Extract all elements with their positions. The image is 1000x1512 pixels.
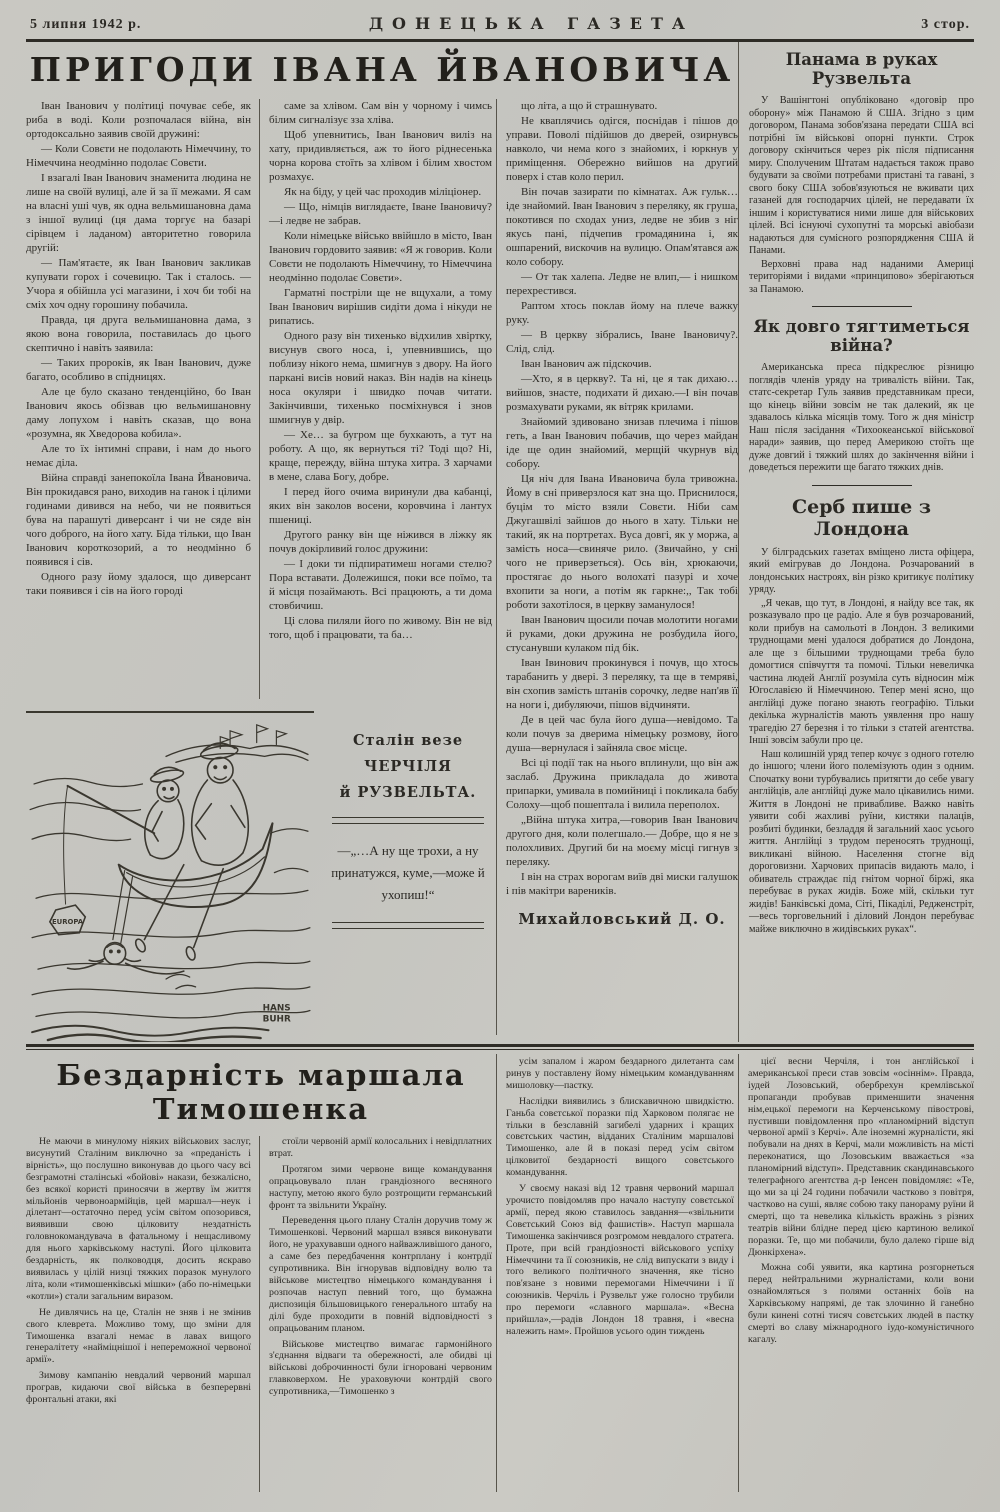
paragraph: —Хто, я в церкву?. Та ні, це я так дихаю… вийшов, знасте, подихати й дихаю.—І він почав розмахувати руками, як вітряк крилами.	[506, 373, 738, 413]
double-rule	[332, 922, 484, 929]
paragraph: Ця ніч для Івана Ивановича була тривожна. Йому в сні приверзлося кат зна що. Приснилося, буцім то місто взяли Совєти. Ніби сам Джугашвілі зайшов до нього в хату. Тільки не такий, як на портретах. Вуса довгі, як у моржа, а замість носа—свиняче рило. (Звичайно, у сні чого не приверзеться). Ось він, хрюкаючи, простягає до нього волохаті пазурі и хоче вхопити за ноги, а потім як гаркне:,, Так тобі роботи захотілося, в церкву заманулося!	[506, 473, 738, 611]
article-panama	[749, 50, 974, 296]
paragraph: Іван Іванович у політиці почуває себе, як риба в воді. Коли розпочалася війна, він ортодоксально заявив своїй дружині:	[26, 100, 251, 140]
paragraph: Правда, ця друга вельмишановна дама, з якою вона говорила, поставилась до цього скептично і навіть заявила:	[26, 314, 251, 354]
article-war-duration	[749, 317, 974, 475]
paragraph: — Пам'ятаєте, як Іван Іванович закликав купувати горох і сочевицю. Так і сталось. — Учора я обійшла усі магазини, і хоч би тобі на сміх хоч одну горошину побачила.	[26, 257, 251, 311]
paragraph: Зимову кампанію невдалий червоний маршал програв, кидаючи свої війська в безперервні фронтальні атаки, які	[26, 1370, 251, 1406]
paragraph: Верховні права над наданими Америці територіями і видами «принципово» зберігаються за Панамою.	[749, 258, 974, 295]
paragraph: У своєму наказі від 12 травня червоний маршал урочисто повідомляв про начало наступу совєтської армії, перед якою ставилось завдання—«звільнити Совєтський Союз від фашистів». Наступ маршала Тимошенка закінчився розгромом невдалого стратега. Проте, при всій грандіозності військового успіху Німеччини та її союзників, не слід випускати з виду і того великого політичного значення, яке тісно пов'язане з новими перемогами Німеччини і її союзників. Черчіль і Рузвельт уже голосно трубили про перемоги «славного маршала». «Весна прийшла»,—радів Лондон 18 травня, і «весна належить нам». Пройшов усього один тиждень	[506, 1183, 734, 1337]
article-separator-rule	[812, 306, 912, 307]
cartoon-caption	[314, 711, 496, 1042]
paragraph: стоїли червоній армії колосальних і невідплатних втрат.	[269, 1136, 492, 1159]
paragraph: Одного разу він тихенько відхилив хвіртку, висунув свого носа, і, упевнившись, що поблизу нікого нема, шмигнув з двору. На його паркані висів новий наказ. Він надів на кінець носа окуляри і швидко почав читати. Закінчивши, тихенько посміхнувся і знов шмигнув у двір.	[269, 330, 492, 426]
paragraph: Він почав зазирати по кімнатах. Аж гульк… іде знайомий. Іван Іванович з переляку, як груша, покотився по сходах униз, ледве не збив з ніг якусь пані, підчепив громадянина і, як ошпарений, вискочив на вулицю. Опам'ятався аж коло собору.	[506, 186, 738, 268]
caption-line-1: Сталін везе	[352, 732, 464, 749]
bottom-article-title: Бездарність маршала Тимошенка	[56, 1058, 466, 1126]
paragraph: Протягом зими червоне вище командування опрацьовувало план грандіозного весняного наступу, метою якого було розтрощити германський фронт та звільнити Україну.	[269, 1163, 492, 1211]
paragraph: Не дивлячись на це, Сталін не зняв і не змінив свого клеврета. Можливо тому, що зміни для Тимошенка взагалі немає в лавах вищого генералітету «найміцнішої і непереможної червоної армії».	[26, 1306, 251, 1366]
paragraph: Іван Івинович прокинувся і почув, що хтось тарабанить у двері. З переляку, та ще в темряві, він схопив замість штанів сорочку, ледве нап'яв її на ноги і, дибуляючи, пішов відчиняти.	[506, 657, 738, 711]
paragraph: — От так халепа. Ледве не влип,— і нишком перехрестився.	[506, 271, 738, 297]
paragraph: Але це було сказано тенденційно, бо Іван Іванович якось обізвав цю вельмишановну даму лопухом і навіть сказав, що вона «розумна, як Хведорова кобила».	[26, 386, 251, 440]
paragraph: Іван Іванович аж підскочив.	[521, 358, 652, 370]
paragraph: Щоб упевнитись, Іван Іванович виліз на хату, придивляється, аж то його ріднесенька чорна корова стоїть за хлівом і білим хвостом розмахує.	[269, 129, 492, 183]
paragraph: Військове мистецтво вимагає гармонійного з'єднання відваги та обережності, але обидві ці військові доброчинності були ігноровані червоним главковерхом. Не ураховуючи контрдій свого супротивника,—Тимошенко з	[269, 1338, 492, 1398]
cartoonist-signature-2: BUHR	[262, 1014, 291, 1025]
article-war-duration-body	[749, 362, 974, 475]
cartoonist-signature-1: HANS	[262, 1003, 291, 1014]
paragraph: Одного разу йому здалося, що диверсант таки появився і сів на його городі	[26, 571, 251, 597]
paragraph: Знайомий здивовано знизав плечима і пішов геть, а Іван Іванович побачив, що через майдан іде ще один знайомий, мерщій чкурнув від собору.	[506, 416, 738, 470]
paragraph: цієї весни Черчіля, і тон англійської і американської преси став зовсім «осіннім». Правда, іудей Лозовський, обербрехун кремлівської пропаганди пробував применшити значення нім,ецької перемоги на Керченському півострові, пустивши повідомлення про «планомірний відступ червоної армії з Керчі». Але іноземні журналісти, які побували на днях в Керчі, мали можливість на місті переконатися, що Лозовським вважається «за планомірний відступ». Представник скандинавського телеграфного агентства д-р Іенсен повідомляє: «Те, що ми за ці 24 години побачили частково з повітря, частково на суші, являє собою таку панораму руїни й смерті, що та невелика кількість вражінь з різних театрів війни блідне перед цією картиною великої поразки. Те, що ми побачили, було далеко гірше від Дюнкірхена».	[748, 1056, 974, 1258]
paragraph: Де в цей час була його душа—невідомо. Та коли почув за дверима німецьку розмову, його душа—вернулася і зайняла своє місце.	[506, 714, 738, 754]
bottom-column-2	[259, 1136, 496, 1492]
paragraph: Іван Іванович щосили почав молотити ногами й руками, доки дружина не розбудила його, стусанувши кулаком під бік.	[506, 614, 738, 654]
paragraph: Війна справді занепокоїла Івана Йвановича. Він прокидався рано, виходив на ганок і цілими годинами дивився на небо, чи не появиться бува на парашуті диверсант і чи не сяде він чого доброго, на його хату. Біда тільки, що Іван Іванович короткозорий, а то неодмінно б появився і сів.	[26, 472, 251, 568]
paragraph: У білградських газетах вміщено листа офіцера, який емігрував до Лондона. Розчарований в лондонських настроях, він різко критикує політику уряду.	[749, 546, 974, 595]
article-serb-letter	[749, 496, 974, 937]
page-number: 3 стор.	[921, 17, 970, 32]
double-rule	[332, 817, 484, 824]
paragraph: Не маючи в минулому ніяких військових заслуг, висунутий Сталіним виключно за «преданість і вірність», що послушно виконував до цього часу всі безграмотні сталінські «бойові» накази, безжалісно, без всякої користі приносячи в жертву їм життя мільйонів червоноармійців, цей маршал—неук і ділетант—остаточно перед усім світом опозорився, виявивши свою цілковиту нездатність головнокомандувача в фатальному і нещасливому для нього харківському наступі. Його цілковита бездарність, як полководця, досить яскраво виявилась у цілій низці тяжких поразок мунулого літа, коли «тимошенківські мішки» (або по-німецьки «котли») стали загальним виразом.	[26, 1136, 251, 1302]
bottom-article	[26, 1050, 974, 1492]
paragraph: Коли німецьке військо ввійшло в місто, Іван Іванович гордовито заявив: «Я ж говорив. Коли Совєти не подолають Німеччину, то Німеччина неодмінно подолає Совєти».	[269, 230, 492, 284]
paragraph: І перед його очима виринули два кабанці, яких він заколов восени, коровчина і лантух пшениці.	[269, 486, 492, 526]
paragraph: Не кваплячись одігся, поснідав і пішов до управи. Поволі підійшов до дверей, озирнувсь навколо, чи нема кого з знайомих, і юркнув у приміщення. Обережно вийшов на другий поверх і став коло перил.	[506, 115, 738, 183]
paragraph: — Хе… за бугром ще бухкають, а тут на роботу. А що, як вернуться ті? Тоді що? Ні, краще, пережду, війна штука хитра. З харчами в мене, слава Богу, добре.	[269, 429, 492, 483]
feuilleton-column-2	[259, 99, 496, 699]
cartoon-block	[26, 711, 496, 1042]
paragraph: саме за хлівом. Сам він у чорному і чимсь білим сигналізує зза хліва.	[269, 100, 492, 126]
masthead: ДОНЕЦЬКА ГАЗЕТА	[368, 14, 694, 33]
paragraph: Всі ці події так на нього вплинули, що він аж заслаб. Дружина прикладала до живота припарки, умивала в помийниці і покликала бабу Солоху—щоб пошептала і вилила переполох.	[506, 757, 738, 811]
author-byline: Михайловський Д. О.	[518, 910, 726, 928]
paragraph: — В церкву зібрались, Іване Івановичу?. Слід, слід.	[506, 329, 738, 355]
page-header	[26, 0, 974, 42]
upper-section	[26, 42, 974, 1042]
article-separator-rule	[812, 485, 912, 486]
article-serb-letter-body	[749, 547, 974, 937]
feuilleton-article	[26, 42, 738, 1042]
paragraph: „Війна штука хитра,—говорив Іван Іванович другого дня, коли полегшало.— Добре, що я не з полохливих. Другий би на моєму місці гигнув з переляку.	[506, 814, 738, 868]
feuilleton-column-1	[26, 99, 259, 699]
paragraph: — Коли Совєти не подолають Німеччину, то Німеччина неодмінно подолає Совєти.	[26, 143, 251, 169]
paragraph: Але то їх інтимні справи, і нам до нього немає діла.	[26, 443, 251, 469]
paragraph: — Таких пророків, як Іван Іванович, дуже багато, особливо в спідницях.	[26, 357, 251, 383]
paragraph: Ці слова пиляли його по живому. Він не від того, щоб і працювати, та ба…	[269, 615, 492, 641]
boat-cartoon-drawing	[26, 715, 314, 1042]
article-panama-body	[749, 95, 974, 296]
article-serb-letter-title: Серб пише з Лондона	[791, 495, 932, 540]
issue-date: 5 липня 1942 р.	[30, 17, 142, 32]
article-war-duration-title: Як довго тягтиметься війна?	[753, 317, 970, 355]
bottom-column-3	[496, 1054, 738, 1492]
caption-line-3: й РУЗВЕЛЬТА.	[339, 784, 477, 801]
paragraph: У Вашінгтоні опубліковано «договір про оборону» між Панамою й США. Згідно з цим договором, Панама зобов'язана передати США всі потрібні їм військові опорні пункти. Строк договору скінчиться через рік після підписання миру. Сполученим Штатам надається також право будувати за своїми потребами пристані та гавані, з свого боку США зобов'язуються не вживати цих газаней для господарчих цілей, не передавати їх іншим і користуватися ними лише для військових цілей. Всі існуючі сухопутні та морські авіобази надаються для сумісного розпорядження США й Панами.	[749, 95, 974, 256]
paragraph: Другого ранку він ще ніжився в ліжку як почув докірливий голос дружини:	[269, 529, 492, 555]
paragraph: Як на біду, у цей час проходив міліціонер.	[284, 186, 482, 198]
paragraph: усім запалом і жаром бездарного дилетанта сам ринув у поставлену йому німецьким командуванням мишоловку—пастку.	[506, 1056, 734, 1091]
feuilleton-title: ПРИГОДИ ІВАНА ЙВАНОВИЧА	[29, 50, 735, 89]
sidebar-column	[738, 42, 974, 1042]
paragraph: що літа, а що й страшнувато.	[521, 100, 658, 112]
paragraph: Раптом хтось поклав йому на плече важку руку.	[506, 300, 738, 326]
paragraph: Гарматні постріли ще не вщухали, а тому Іван Іванович вирішив сидіти дома і нікуди не рипатись.	[269, 287, 492, 327]
paragraph: Переведення цього плану Сталін доручив тому ж Тимошенкові. Червоний маршал взявся виконувати його, не урахувавши одного найважливішого даного, а саме без передбачення контрплану і контрдії супротивника. Він ігнорував відповідну волю та військове мистецтво німецького командування і розпочав наступ певний того, що бумажна диспозиція більшовицького генерального штабу на ділі буде проходити в повній відповідності з опрацьованим планом.	[269, 1215, 492, 1334]
cartoon-illustration	[26, 711, 314, 1042]
paragraph: — Що, німців виглядаєте, Іване Івановичу?—і ледве не забрав.	[269, 201, 492, 227]
paragraph: Наш колишній уряд тепер кочує з одного готелю до іншого; члени його полемізують один з одним. Спочатку вони турбувались притягти до себе увагу англійців, але англійці дуже мало цікавились ними. Життя в Лондоні не привабливе. Важко навіть уявити собі жахливі руїни, кистяки палаців, розбиті будинки, безладдя й загальний хаос усього життя. Англійці з трудом переносять труднощі, викликані війною. Населення стогне від дороговизни. Харчових припасів видають мало, і обиватель страждає під гнітом чорної біржі, яка перебуває в руках жидів. Боже мій, скільки тут жидів! Банківські дома, Сіті, Пікаділі, Редженстріт,—весь торговельний і діловий Лондон перебуває майже виключно в жидівських руках“.	[749, 748, 974, 935]
paragraph: „Я чекав, що тут, в Лондоні, я найду все так, як розказувало про це радіо. Але я був розчарований, коли прибув на самольоті в Лондон. З великими труднощами мені удалося добратися до Лондона, але ще з більшими труднощами треба було домогтися співчуття та помочі. Тільки невеличка частина людей Англії розуміла суть відносин між Югославією й Німеччиною. Тепер мені ясно, що англійці дуже погано знають географію. Тільки декілька журналістів мають уявлення про нашу трагедію 27 березня і то тільки з статей агентства. Інші зовсім забули про це.	[749, 597, 974, 746]
bottom-column-1	[26, 1136, 259, 1492]
bait-label: EUROPA	[51, 917, 84, 926]
feuilleton-column-3-text	[506, 99, 738, 898]
paragraph: І він на страх ворогам виїв дві миски галушок і пів макітри вареників.	[506, 871, 738, 897]
article-panama-title: Панама в руках Рузвельта	[785, 50, 938, 88]
paragraph: — І доки ти підпиратимеш ногами стелю? Пора вставати. Долежишся, поки все поїмо, та й місця позаймають. Всі працюють, а ти дома стовбичиш.	[269, 558, 492, 612]
caption-line-2: ЧЕРЧІЛЯ	[364, 758, 452, 775]
cartoon-quote: —„…А ну ще трохи, а ну принатужся, куме,—може й ухопиш!“	[331, 843, 485, 903]
bottom-column-4	[738, 1054, 974, 1492]
feuilleton-column-3	[496, 99, 738, 1035]
paragraph: Можна собі уявити, яка картина розгорнеться перед нейтральними журналістами, коли вони ознайомляться з полями останніх боїв на Харківському напрямі, де так злочинно й ганебно були кинені сотні тисяч совєтських людей в пастку смерті во славу міжнародного іудо-комуністичного кагалу.	[748, 1262, 974, 1345]
paragraph: І взагалі Іван Іванович знаменита людина не лише на своїй вулиці, але й за її межами. Я сам на власні уші чув, як одна вельмишановна дама з іншої вулиці (ця дама торгує на базарі сірівцем і ладаном) авторитетно говорила другій:	[26, 172, 251, 254]
paragraph: Американська преса підкреслює різницю поглядів членів уряду на тривалість війни. Так, статс-секретар Гуль заявив представникам преси, що кінець війни зовсім не так далекий, як це здавалось кілька місяців тому. Того ж дня міністр Наш після засідання «Тихоокеанської військової наради» заявив, що перед Америкою стоїть ще дуже довгий і тяжкий шлях до закінчення війни і доведеться пережити ще багато тяжких днів.	[749, 362, 974, 473]
paragraph: Наслідки виявились з блискавичною швидкістю. Ганьба совєтської поразки під Харковом полягає не тільки в безславній загибелі ударних і кращих совєтських частин, відданих Сталіним маршалові Тимошенко, але й в показі перед усім світом цілковитої бездарності вищого совєтського командування.	[506, 1095, 734, 1179]
